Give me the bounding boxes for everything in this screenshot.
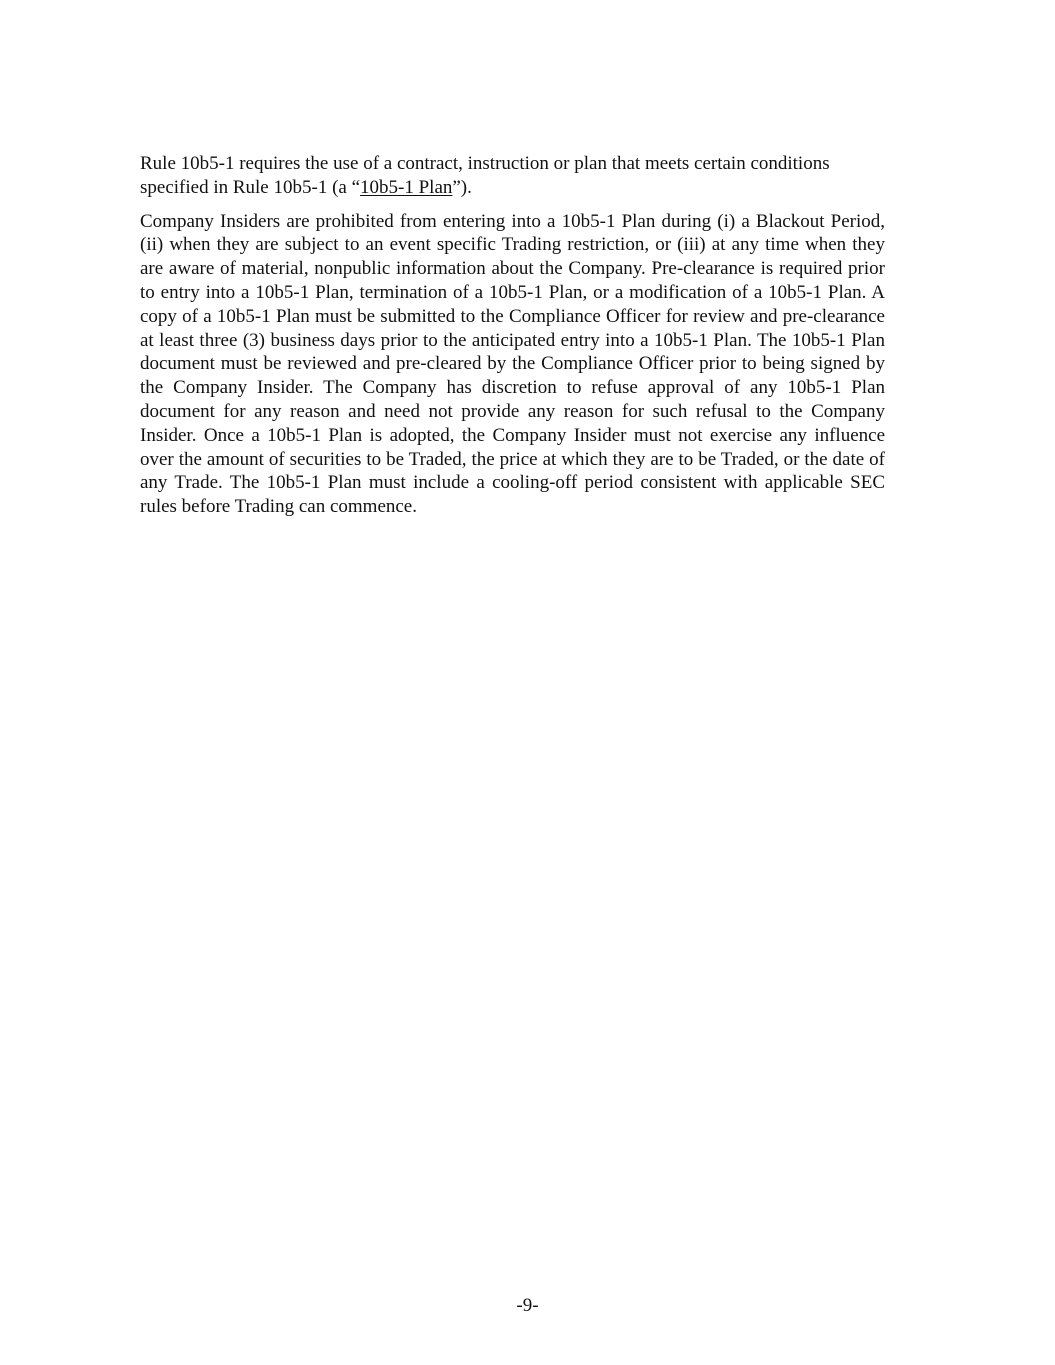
paragraph-10b5-1-definition bbox=[140, 152, 900, 200]
paragraph-1-text-before: Rule 10b5-1 requires the use of a contract, instruction or plan that meets certain conditions specified in Rule 10b5-1 (a “ bbox=[140, 153, 830, 198]
defined-term-10b5-1-plan: 10b5-1 Plan bbox=[360, 176, 453, 198]
page-number: -9- bbox=[516, 1295, 539, 1316]
paragraph-10b5-1-restrictions: Company Insiders are prohibited from entering into a 10b5-1 Plan during (i) a Blackout Period, (ii) when they are subject to an event specific Trading restriction, or (iii) at any time when they are aware of material, nonpublic information about the Company. Pre-clearance is required prior to entry into a 10b5-1 Plan, termination of a 10b5-1 Plan, or a modification of a 10b5-1 Plan. A copy of a 10b5-1 Plan must be submitted to the Compliance Officer for review and pre-clearance at least three (3) business days prior to the anticipated entry into a 10b5-1 Plan. The 10b5-1 Plan document must be reviewed and pre-cleared by the Compliance Officer prior to being signed by the Company Insider. The Company has discretion to refuse approval of any 10b5-1 Plan document for any reason and need not provide any reason for such refusal to the Company Insider. Once a 10b5-1 Plan is adopted, the Company Insider must not exercise any influence over the amount of securities to be Traded, the price at which they are to be Traded, or the date of any Trade. The 10b5-1 Plan must include a cooling-off period consistent with applicable SEC rules before Trading can commence. bbox=[140, 210, 885, 518]
paragraph-1-text-after: ”). bbox=[452, 176, 472, 198]
document-body bbox=[140, 152, 885, 529]
